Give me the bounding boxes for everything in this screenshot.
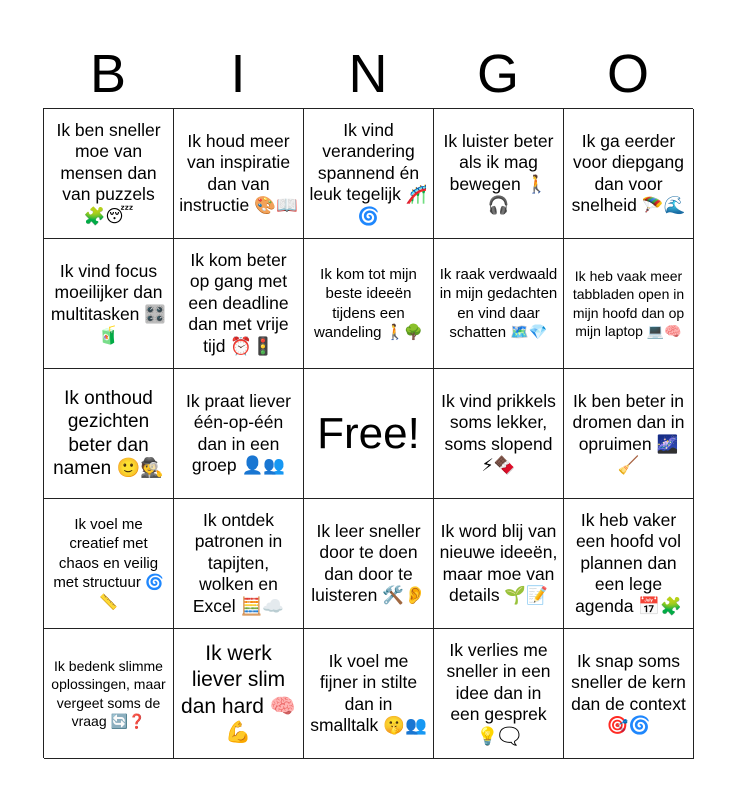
bingo-cell[interactable]: [174, 629, 304, 759]
header-letter-b: B: [89, 44, 127, 104]
bingo-cell[interactable]: [434, 629, 564, 759]
cell-text: Ik kom beter op gang met een deadline dan met vrije tijd ⏰🚦: [188, 250, 289, 356]
cell-text: Ik heb vaak meer tabbladen open in mijn hoofd dan op mijn laptop 💻🧠: [572, 267, 685, 339]
cell-text: Ik vind prikkels soms lekker, soms slopend ⚡🍫: [441, 390, 556, 475]
free-cell[interactable]: [304, 369, 434, 499]
bingo-cell[interactable]: [434, 239, 564, 369]
cell-text: Ik verlies me sneller in een idee dan in een gesprek 💡🗨️: [446, 640, 551, 746]
bingo-header: [43, 40, 693, 108]
cell-text: Ik ga eerder voor diepgang dan voor snelheid 🪂🌊: [571, 130, 686, 215]
bingo-cell[interactable]: [44, 499, 174, 629]
bingo-cell[interactable]: [564, 499, 694, 629]
cell-text: Ik werk liever slim dan hard 🧠💪: [181, 642, 296, 744]
cell-text: Ik voel me creatief met chaos en veilig met structuur 🌀📏: [53, 515, 164, 611]
cell-text: Ik kom tot mijn beste ideeën tijdens een wandeling 🚶🌳: [313, 265, 424, 341]
cell-text: Ik praat liever één-op-één dan in een groep 👤👥: [185, 390, 292, 475]
cell-text: Ik ben sneller moe van mensen dan van puzzels 🧩😴: [56, 120, 161, 226]
bingo-cell[interactable]: [304, 239, 434, 369]
cell-text: Ik onthoud gezichten beter dan namen 🙂🕵️: [53, 388, 164, 479]
bingo-cell[interactable]: [174, 239, 304, 369]
bingo-cell[interactable]: [44, 239, 174, 369]
bingo-cell[interactable]: [174, 369, 304, 499]
bingo-cell[interactable]: [434, 109, 564, 239]
free-label: Free!: [317, 408, 420, 458]
bingo-cell[interactable]: [564, 629, 694, 759]
header-letter-o: O: [606, 44, 649, 104]
cell-text: Ik word blij van nieuwe ideeën, maar moe van details 🌱📝: [439, 520, 558, 605]
header-letter-g: G: [476, 44, 519, 104]
bingo-cell[interactable]: [304, 499, 434, 629]
cell-text: Ik raak verdwaald in mijn gedachten en vind daar schatten 🗺️💎: [439, 265, 558, 341]
cell-text: Ik luister beter als ik mag bewegen 🚶🎧: [443, 130, 554, 215]
header-letter-n: N: [348, 44, 388, 104]
cell-text: Ik heb vaker een hoofd vol plannen dan een lege agenda 📅🧩: [575, 510, 682, 616]
bingo-cell[interactable]: [174, 499, 304, 629]
cell-text: Ik snap soms sneller de kern dan de context 🎯🌀: [571, 650, 686, 735]
cell-text: Ik houd meer van inspiratie dan van instructie 🎨📖: [179, 130, 298, 215]
bingo-cell[interactable]: [304, 109, 434, 239]
bingo-cell[interactable]: [434, 369, 564, 499]
cell-text: Ik bedenk slimme oplossingen, maar vergeet soms de vraag 🔄❓: [51, 657, 166, 729]
cell-text: Ik ben beter in dromen dan in opruimen 🌌🧹: [572, 390, 685, 475]
cell-text: Ik leer sneller door te doen dan door te luisteren 🛠️👂: [311, 520, 426, 605]
bingo-cell[interactable]: [564, 109, 694, 239]
header-letter-i: I: [230, 44, 246, 104]
bingo-board: [43, 108, 693, 758]
cell-text: Ik voel me fijner in stilte dan in smalltalk 🤫👥: [310, 650, 427, 735]
bingo-cell[interactable]: [44, 369, 174, 499]
bingo-cell[interactable]: [174, 109, 304, 239]
cell-text: Ik ontdek patronen in tapijten, wolken en Excel 🧮☁️: [192, 510, 285, 616]
bingo-cell[interactable]: [304, 629, 434, 759]
cell-text: Ik vind focus moeilijker dan multitasken 🎛️🧃: [50, 260, 167, 345]
cell-text: Ik vind verandering spannend én leuk tegelijk 🎢🌀: [309, 120, 428, 226]
bingo-cell[interactable]: [564, 369, 694, 499]
bingo-cell[interactable]: [564, 239, 694, 369]
bingo-cell[interactable]: [44, 629, 174, 759]
bingo-cell[interactable]: [434, 499, 564, 629]
bingo-cell[interactable]: [44, 109, 174, 239]
